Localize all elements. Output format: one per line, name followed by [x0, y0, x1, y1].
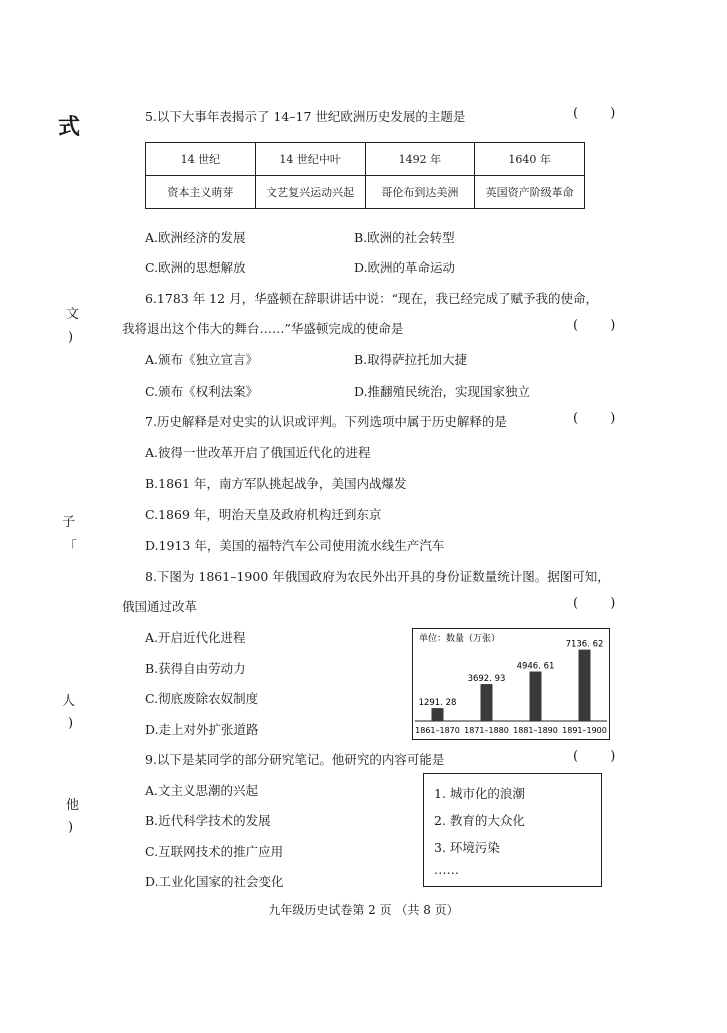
- table-cell: 资本主义萌芽: [146, 176, 256, 209]
- table-cell: 1640 年: [475, 143, 585, 176]
- chart-value-label: 3692. 93: [467, 674, 506, 685]
- option-d[interactable]: D.工业化国家的社会变化: [145, 874, 284, 889]
- margin-bracket: 「: [64, 540, 78, 555]
- bar-chart: [413, 629, 609, 739]
- question-5-stem: 5.以下大事年表揭示了 14–17 世纪欧洲历史发展的主题是: [145, 109, 466, 124]
- option-b[interactable]: B.欧洲的社会转型: [354, 230, 455, 245]
- events-timeline-table: [145, 142, 585, 209]
- question-8-stem-line1: 8.下图为 1861–1900 年俄国政府为农民外出开具的身份证数量统计图。据图可知，: [145, 569, 610, 584]
- option-b[interactable]: B.近代科学技术的发展: [145, 813, 271, 828]
- margin-char-zi: 子: [62, 515, 76, 530]
- passport-count-chart: [412, 628, 610, 740]
- option-d[interactable]: D.1913 年，美国的福特汽车公司使用流水线生产汽车: [145, 538, 445, 553]
- note-item: ……: [434, 862, 459, 877]
- option-c[interactable]: C.颁布《权利法案》: [145, 384, 259, 399]
- margin-paren: ): [68, 716, 74, 731]
- option-a[interactable]: A.彼得一世改革开启了俄国近代化的进程: [145, 445, 371, 460]
- table-row: [146, 176, 585, 209]
- table-row: [146, 143, 585, 176]
- table-cell: 文艺复兴运动兴起: [255, 176, 365, 209]
- margin-char-ren: 人: [62, 694, 76, 709]
- option-a[interactable]: A.颁布《独立宣言》: [145, 352, 259, 367]
- chart-tick-label: 1881–1890: [513, 726, 558, 735]
- option-a[interactable]: A.欧洲经济的发展: [145, 230, 246, 245]
- chart-tick-label: 1861–1870: [415, 726, 460, 735]
- answer-blank[interactable]: ( ): [573, 749, 630, 764]
- chart-bar: [481, 684, 493, 721]
- question-7-stem: 7.历史解释是对史实的认识或评判。下列选项中属于历史解释的是: [145, 414, 507, 429]
- note-item: 2. 教育的大众化: [434, 813, 525, 828]
- chart-bar: [579, 650, 591, 721]
- option-c[interactable]: C.互联网技术的推广应用: [145, 844, 284, 859]
- option-d[interactable]: D.推翻殖民统治，实现国家独立: [354, 384, 531, 399]
- margin-char-shi: 式: [58, 114, 81, 140]
- option-b[interactable]: B.取得萨拉托加大捷: [354, 352, 468, 367]
- answer-blank[interactable]: ( ): [573, 106, 630, 121]
- chart-value-label: 4946. 61: [516, 661, 555, 672]
- answer-blank[interactable]: ( ): [573, 596, 630, 611]
- question-6-stem-line1: 6.1783 年 12 月，华盛顿在辞职讲话中说：“现在，我已经完成了赋予我的使命，: [145, 291, 598, 306]
- option-b[interactable]: B.1861 年，南方军队挑起战争，美国内战爆发: [145, 476, 407, 491]
- chart-tick-label: 1871–1880: [464, 726, 509, 735]
- page-footer: 九年级历史试卷第 2 页 （共 8 页）: [268, 903, 459, 917]
- option-c[interactable]: C.彻底废除农奴制度: [145, 691, 259, 706]
- answer-blank[interactable]: ( ): [573, 318, 630, 333]
- research-notes-box: [423, 773, 602, 887]
- chart-value-label: 7136. 62: [565, 639, 604, 650]
- table-cell: 14 世纪中叶: [255, 143, 365, 176]
- option-a[interactable]: A.文主义思潮的兴起: [145, 783, 259, 798]
- table-cell: 英国资产阶级革命: [475, 176, 585, 209]
- option-c[interactable]: C.欧洲的思想解放: [145, 260, 246, 275]
- margin-char-wen: 文: [66, 307, 80, 322]
- note-item: 3. 环境污染: [434, 840, 500, 855]
- option-d[interactable]: D.走上对外扩张道路: [145, 722, 259, 737]
- question-9-stem: 9.以下是某同学的部分研究笔记。他研究的内容可能是: [145, 752, 445, 767]
- option-a[interactable]: A.开启近代化进程: [145, 630, 246, 645]
- answer-blank[interactable]: ( ): [573, 411, 630, 426]
- question-8-stem-line2: 俄国通过改革: [122, 599, 198, 614]
- chart-ylabel: 单位：数量（万张）: [419, 634, 501, 644]
- option-b[interactable]: B.获得自由劳动力: [145, 661, 246, 676]
- margin-char-ta: 他: [66, 798, 80, 813]
- chart-tick-label: 1891–1900: [562, 726, 607, 735]
- margin-paren: ): [68, 330, 74, 345]
- table-cell: 哥伦布到达美洲: [365, 176, 475, 209]
- table-cell: 14 世纪: [146, 143, 256, 176]
- margin-paren: ): [68, 820, 74, 835]
- option-d[interactable]: D.欧洲的革命运动: [354, 260, 456, 275]
- chart-bar: [432, 708, 444, 721]
- chart-value-label: 1291. 28: [418, 698, 457, 709]
- chart-bar: [530, 672, 542, 721]
- question-6-stem-line2: 我将退出这个伟大的舞台……”华盛顿完成的使命是: [122, 321, 404, 336]
- option-c[interactable]: C.1869 年，明治天皇及政府机构迁到东京: [145, 507, 382, 522]
- note-item: 1. 城市化的浪潮: [434, 786, 525, 801]
- table-cell: 1492 年: [365, 143, 475, 176]
